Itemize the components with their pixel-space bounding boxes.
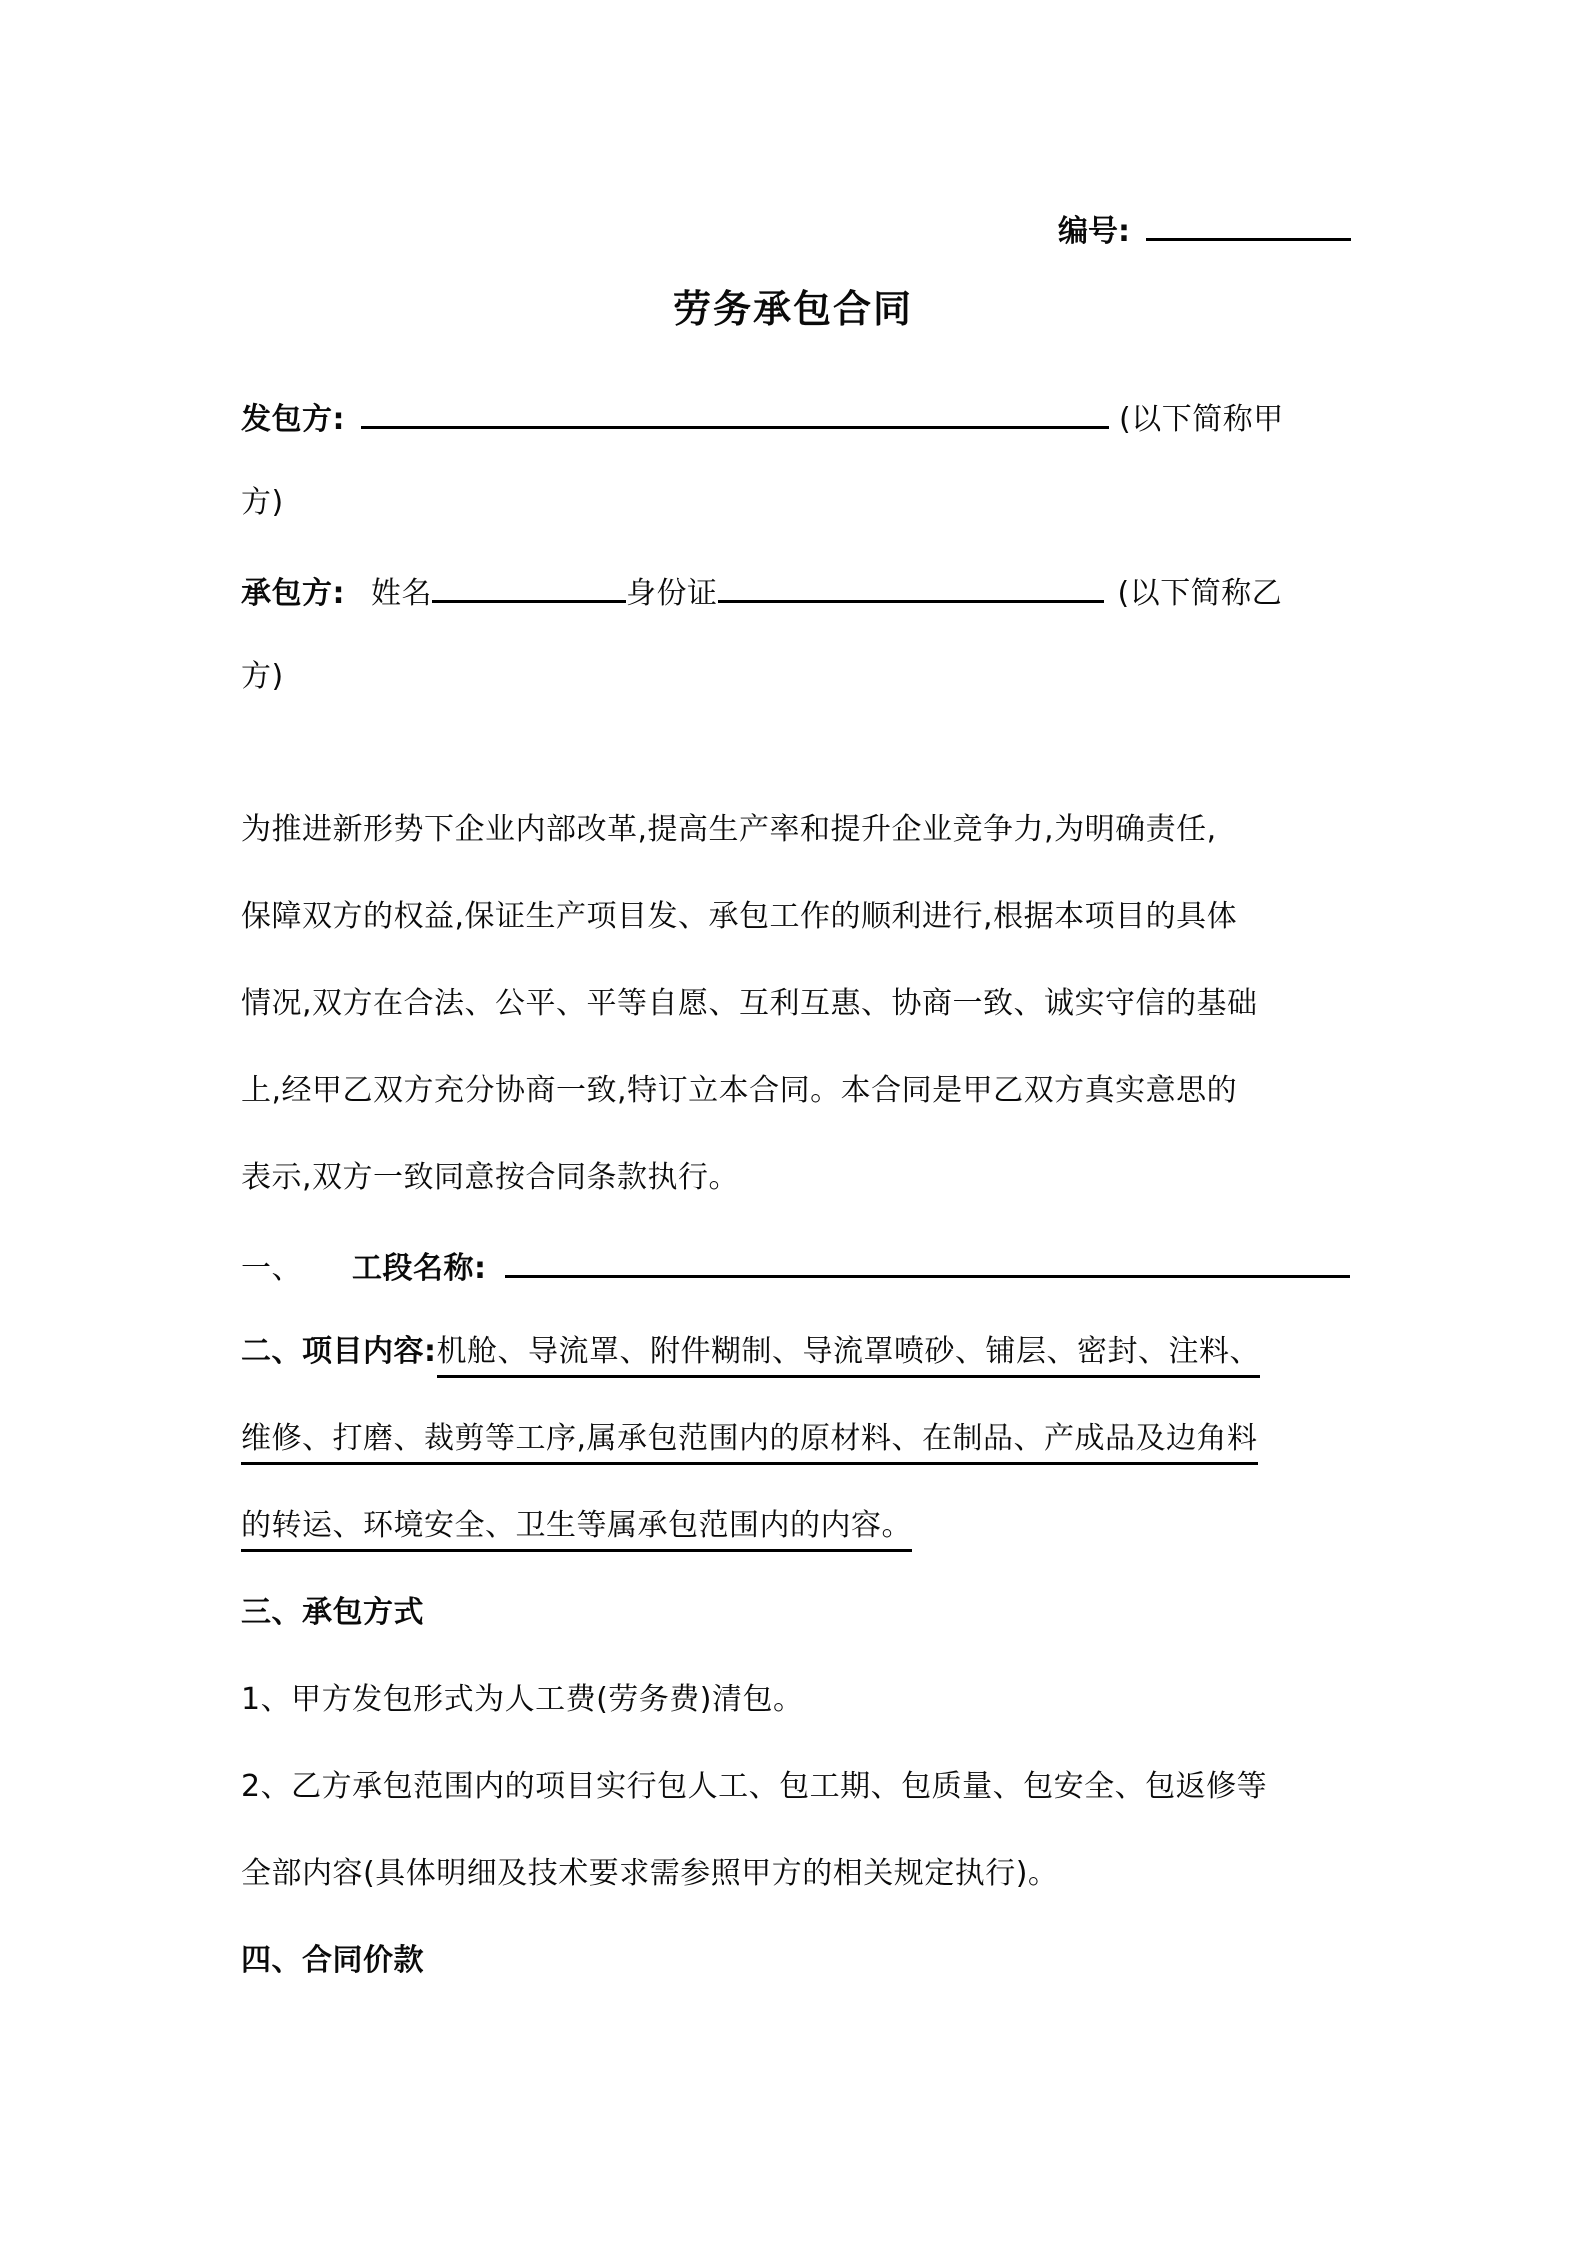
section-3-item: 1、甲方发包形式为人工费(劳务费)清包。 — [241, 1682, 804, 1717]
section-2-row — [241, 1332, 1260, 1372]
party-a-row — [241, 396, 1284, 440]
section-1-row — [241, 1245, 1350, 1289]
section-2-content: 机舱、导流罩、附件糊制、导流罩喷砂、铺层、密封、注料、 — [437, 1334, 1261, 1378]
intro-line: 保障双方的权益,保证生产项目发、承包工作的顺利进行,根据本项目的具体 — [241, 899, 1238, 934]
party-b-suffix-cont: 方) — [241, 659, 284, 694]
party-a-label: 发包方: — [241, 402, 345, 437]
section-1-number: 一、 — [241, 1251, 302, 1286]
party-b-name-label: 姓名 — [371, 576, 432, 611]
party-b-row — [241, 570, 1282, 614]
party-a-suffix-cont: 方) — [241, 485, 284, 520]
intro-line: 表示,双方一致同意按合同条款执行。 — [241, 1160, 740, 1195]
party-a-field[interactable] — [361, 396, 1109, 429]
contract-number-field[interactable] — [1146, 208, 1351, 241]
party-b-id-label: 身份证 — [626, 576, 718, 611]
section-2-content: 的转运、环境安全、卫生等属承包范围内的内容。 — [241, 1508, 912, 1552]
intro-line: 上,经甲乙双方充分协商一致,特订立本合同。本合同是甲乙双方真实意思的 — [241, 1073, 1238, 1108]
contract-number-label: 编号: — [1058, 214, 1130, 249]
section-2-content-line — [241, 1419, 1258, 1459]
section-3-item: 全部内容(具体明细及技术要求需参照甲方的相关规定执行)。 — [241, 1856, 1059, 1891]
section-2-label: 二、项目内容: — [241, 1334, 437, 1369]
party-a-suffix: (以下简称甲 — [1119, 402, 1284, 437]
party-b-suffix: (以下简称乙 — [1117, 576, 1283, 611]
section-3-item: 2、乙方承包范围内的项目实行包人工、包工期、包质量、包安全、包返修等 — [241, 1769, 1268, 1804]
intro-line: 情况,双方在合法、公平、平等自愿、互利互惠、协商一致、诚实守信的基础 — [241, 986, 1258, 1021]
party-b-label: 承包方: — [241, 576, 345, 611]
section-1-field[interactable] — [505, 1245, 1350, 1278]
section-3-heading: 三、承包方式 — [241, 1595, 424, 1630]
section-2-content: 维修、打磨、裁剪等工序,属承包范围内的原材料、在制品、产成品及边角料 — [241, 1421, 1258, 1465]
document-title: 劳务承包合同 — [672, 287, 913, 331]
contract-number-row — [1058, 208, 1351, 252]
section-2-content-line — [241, 1506, 912, 1546]
party-b-id-field[interactable] — [718, 570, 1104, 603]
section-4-heading: 四、合同价款 — [241, 1943, 424, 1978]
party-b-name-field[interactable] — [432, 570, 626, 603]
section-1-label: 工段名称: — [352, 1251, 487, 1286]
intro-line: 为推进新形势下企业内部改革,提高生产率和提升企业竞争力,为明确责任, — [241, 812, 1217, 847]
